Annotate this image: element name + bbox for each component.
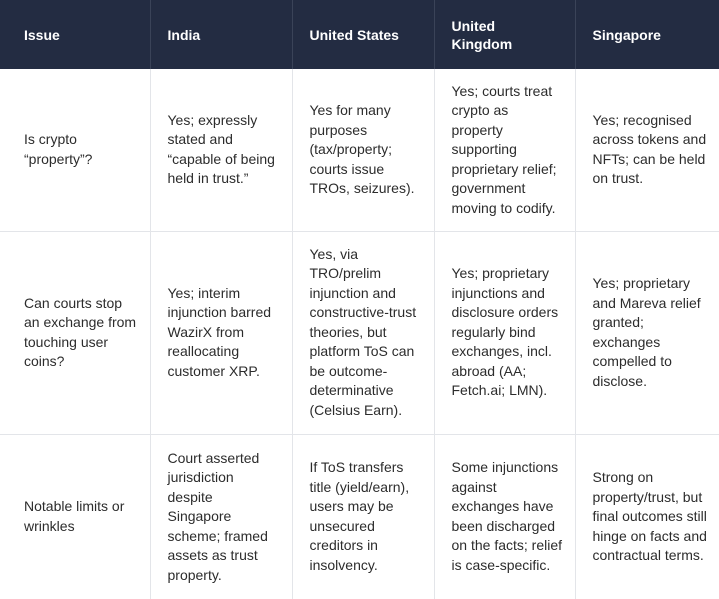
cell-text: Yes; interim injunction barred WazirX from reallocating customer XRP. bbox=[167, 284, 272, 379]
column-header-united-kingdom: United Kingdom bbox=[434, 0, 575, 69]
table-row bbox=[0, 69, 719, 231]
singapore-cell bbox=[575, 231, 719, 434]
cell-text: Yes; proprietary injunctions and disclosure orders regularly bind exchanges, incl. abroad (AA; Fetch.ai; LMN). bbox=[451, 265, 559, 399]
united-kingdom-cell bbox=[434, 434, 575, 599]
india-cell bbox=[150, 69, 292, 231]
table-row bbox=[0, 231, 719, 434]
header-row bbox=[0, 0, 719, 69]
table-header bbox=[0, 0, 719, 69]
table-row bbox=[0, 434, 719, 599]
row-issue-cell bbox=[0, 434, 150, 599]
cell-text: Yes; courts treat crypto as property supporting proprietary relief; government moving to codify. bbox=[451, 82, 557, 216]
cell-text: Notable limits or wrinkles bbox=[24, 498, 125, 534]
cell-text: Can courts stop an exchange from touching user coins? bbox=[24, 294, 137, 369]
row-issue-cell bbox=[0, 231, 150, 434]
table-body bbox=[0, 69, 719, 599]
cell-text: Yes for many purposes (tax/property; courts issue TROs, seizures). bbox=[309, 102, 415, 196]
united-states-cell bbox=[292, 434, 434, 599]
india-cell bbox=[150, 434, 292, 599]
united-states-cell bbox=[292, 69, 434, 231]
singapore-cell bbox=[575, 69, 719, 231]
united-kingdom-cell bbox=[434, 69, 575, 231]
cell-text: Yes; proprietary and Mareva relief granted; exchanges compelled to disclose. bbox=[592, 275, 701, 389]
row-issue-cell bbox=[0, 69, 150, 231]
singapore-cell bbox=[575, 434, 719, 599]
united-states-cell bbox=[292, 231, 434, 434]
cell-text: Yes, via TRO/prelim injunction and constructive-trust theories, but platform ToS can be outcome-determinative (Celsius Earn). bbox=[309, 245, 417, 418]
cell-text: Yes; expressly stated and “capable of being held in trust.” bbox=[167, 111, 275, 187]
cell-text: Court asserted jurisdiction despite Singapore scheme; framed assets as trust property. bbox=[167, 449, 268, 583]
cell-text: Some injunctions against exchanges have been discharged on the facts; relief is case-specific. bbox=[451, 459, 563, 573]
column-header-issue: Issue bbox=[0, 0, 150, 69]
cell-text: Is crypto “property”? bbox=[24, 131, 93, 167]
cell-text: Yes; recognised across tokens and NFTs; can be held on trust. bbox=[592, 111, 707, 187]
india-cell bbox=[150, 231, 292, 434]
cell-text: Strong on property/trust, but final outcomes still hinge on facts and contractual terms. bbox=[592, 469, 707, 563]
united-kingdom-cell bbox=[434, 231, 575, 434]
column-header-united-states: United States bbox=[292, 0, 434, 69]
cell-text: If ToS transfers title (yield/earn), users may be unsecured creditors in insolvency. bbox=[309, 459, 410, 573]
column-header-india: India bbox=[150, 0, 292, 69]
column-header-singapore: Singapore bbox=[575, 0, 719, 69]
